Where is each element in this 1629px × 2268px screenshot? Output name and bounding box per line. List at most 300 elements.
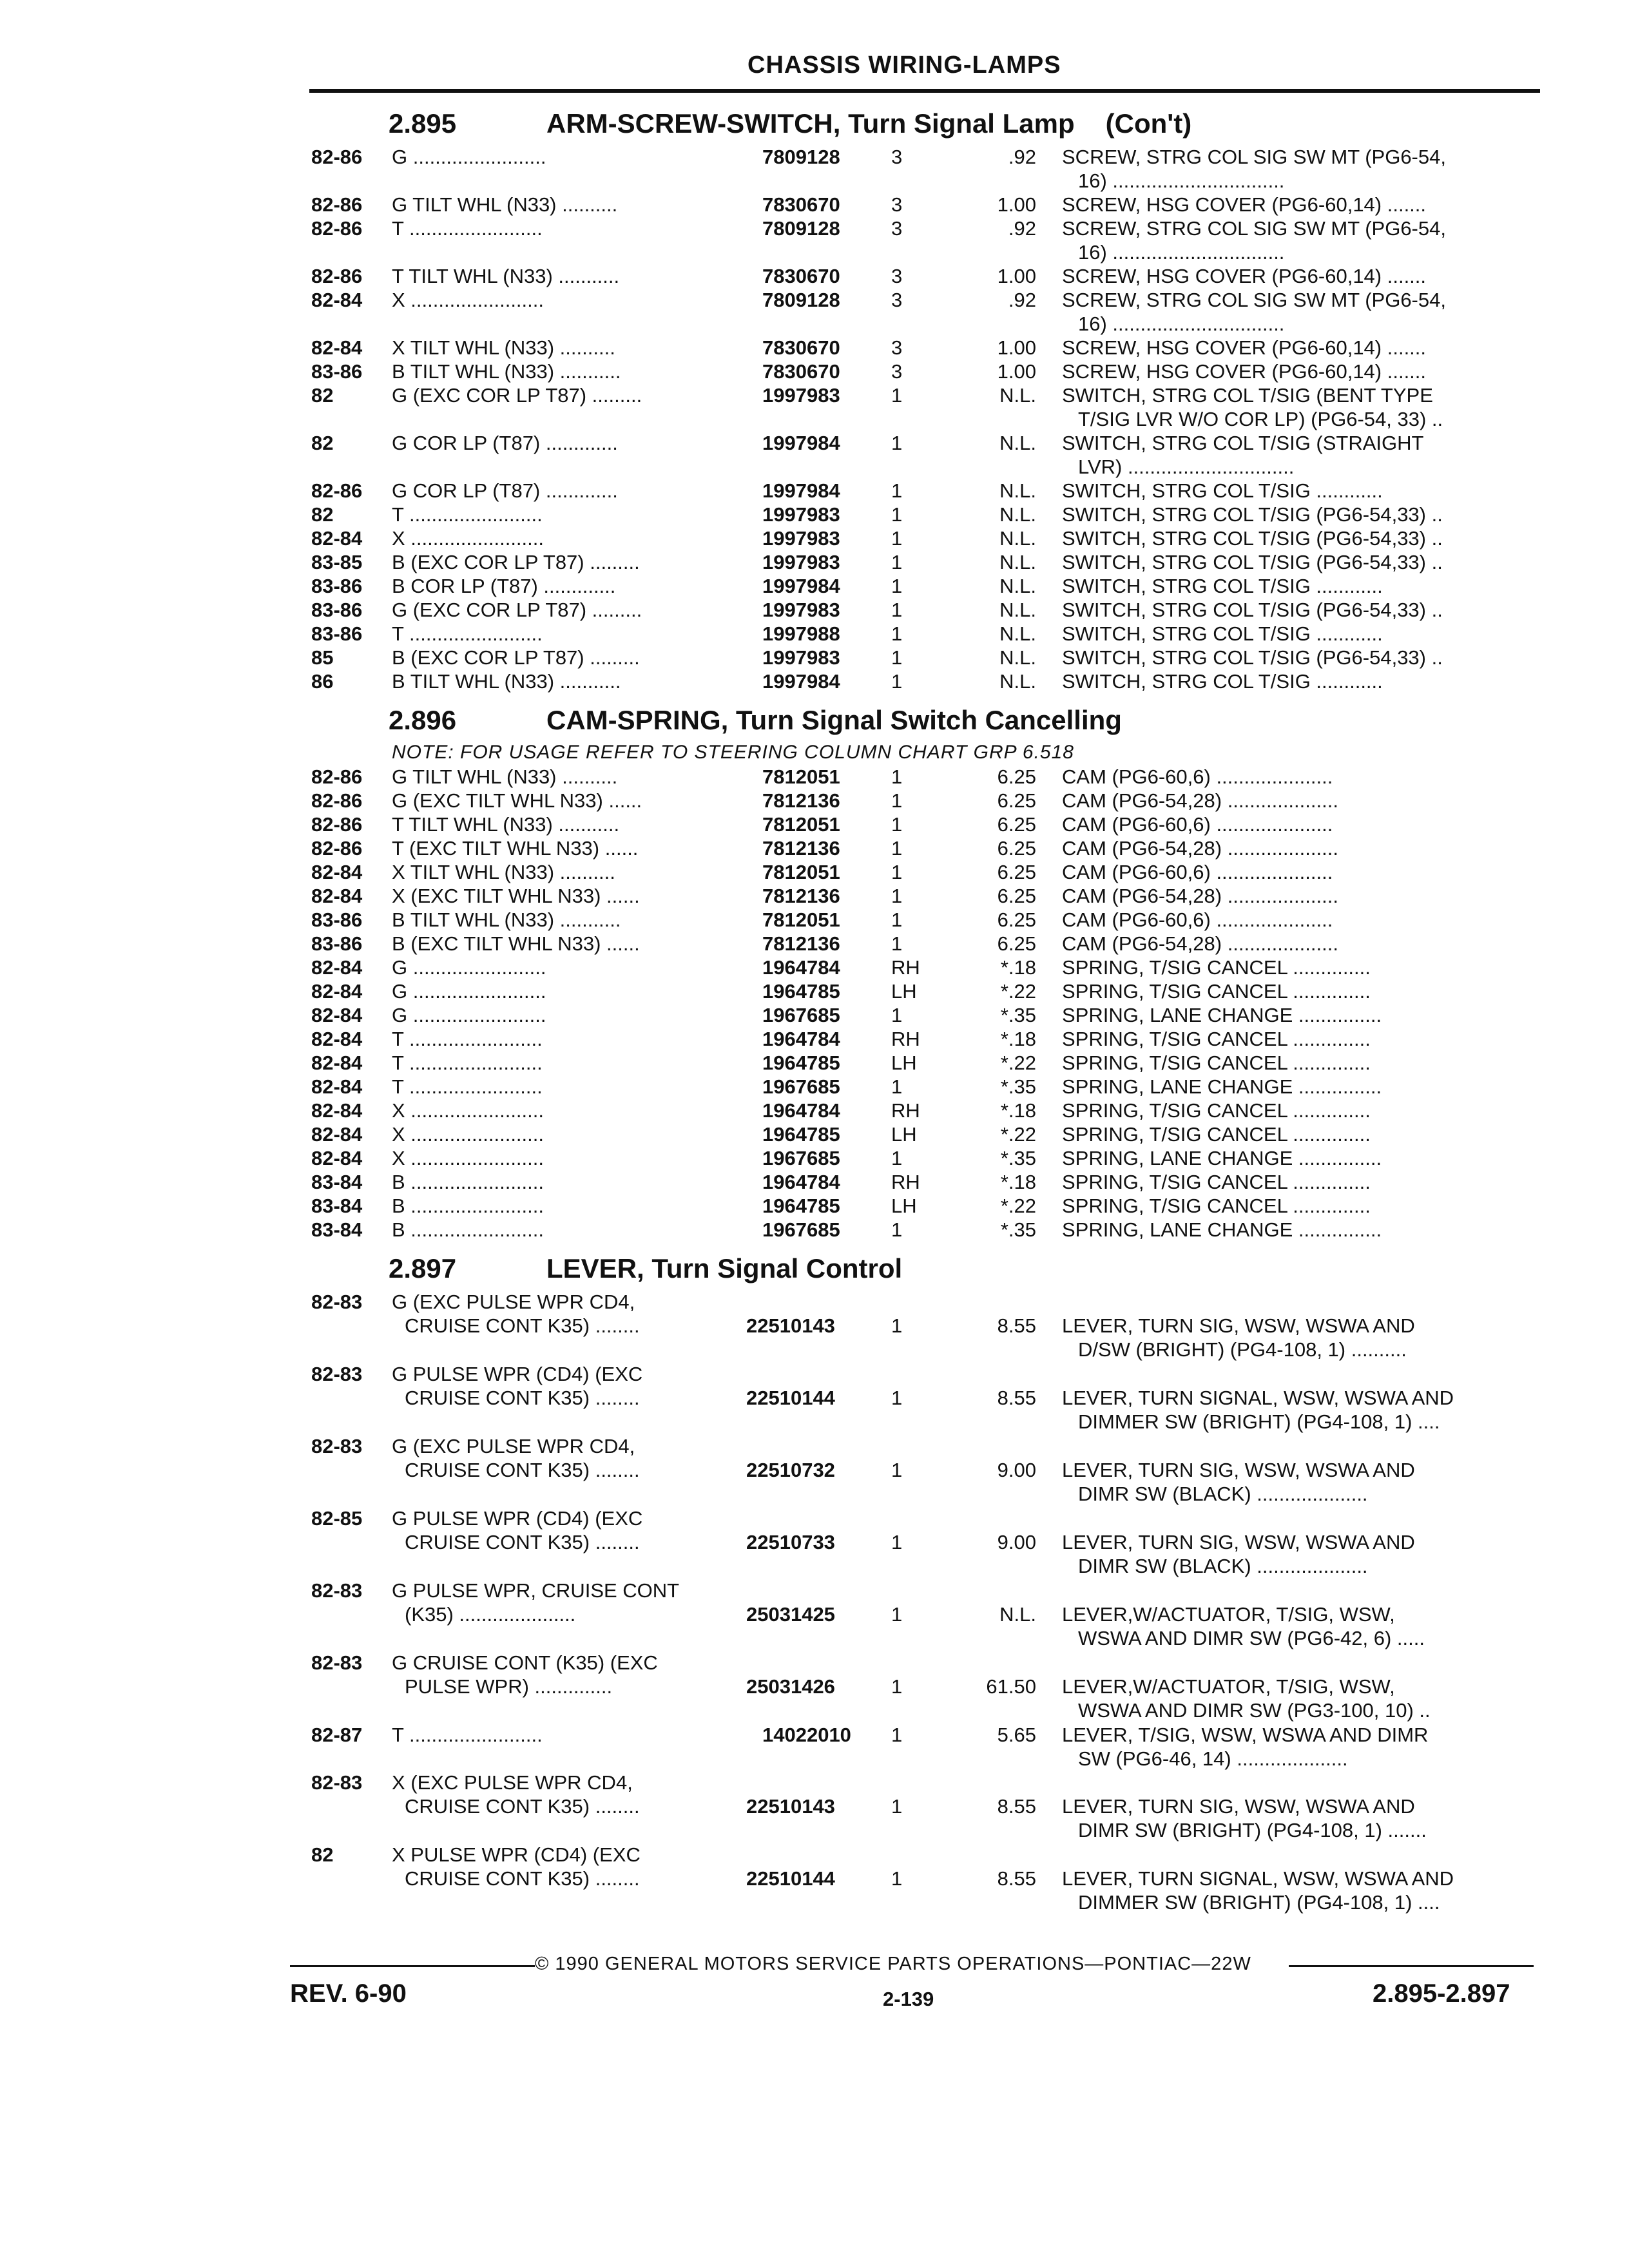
model-year: 82-83	[311, 1771, 363, 1794]
model-application: G TILT WHL (N33) ..........	[392, 765, 618, 788]
part-number: 1997984	[762, 479, 840, 502]
part-row	[308, 646, 1532, 669]
part-number: 1964784	[762, 956, 840, 979]
quantity: 1	[891, 599, 903, 621]
description: SCREW, HSG COVER (PG6-60,14) .......	[1062, 193, 1427, 216]
price: *.22	[1000, 1123, 1036, 1146]
page-title: CHASSIS WIRING-LAMPS	[747, 52, 1061, 79]
quantity: 1	[891, 646, 903, 669]
model-application: X ........................	[392, 527, 544, 550]
model-year: 83-84	[311, 1195, 363, 1217]
description: SCREW, HSG COVER (PG6-60,14) .......	[1062, 265, 1427, 287]
quantity: 1	[891, 932, 903, 955]
description: SWITCH, STRG COL T/SIG (PG6-54,33) ..	[1062, 646, 1443, 669]
part-row	[308, 503, 1532, 526]
model-year: 82-83	[311, 1435, 363, 1457]
part-number: 22510143	[746, 1795, 835, 1818]
model-application: B COR LP (T87) .............	[392, 575, 616, 597]
footer-rule-right	[1289, 1965, 1534, 1967]
description: SWITCH, STRG COL T/SIG (STRAIGHT	[1062, 432, 1424, 454]
model-application: T ........................	[392, 1724, 543, 1746]
part-row	[308, 1362, 1532, 1434]
price: *.22	[1000, 1052, 1036, 1074]
description: CAM (PG6-60,6) .....................	[1062, 813, 1333, 836]
part-number: 1964785	[762, 1052, 840, 1074]
model-year: 83-85	[311, 551, 363, 573]
part-row	[308, 1506, 1532, 1579]
part-number: 1997988	[762, 622, 840, 645]
quantity: 1	[891, 1867, 903, 1890]
model-application: G (EXC TILT WHL N33) ......	[392, 789, 642, 812]
part-number: 7809128	[762, 289, 840, 311]
part-number: 1964784	[762, 1171, 840, 1193]
part-row	[308, 1122, 1532, 1146]
model-application: T ........................	[392, 217, 543, 240]
model-year: 82-83	[311, 1363, 363, 1385]
part-row	[308, 479, 1532, 503]
part-number: 7830670	[762, 336, 840, 359]
quantity: 3	[891, 146, 903, 168]
part-row	[308, 598, 1532, 622]
quantity: RH	[891, 1171, 920, 1193]
description: CAM (PG6-60,6) .....................	[1062, 861, 1333, 883]
part-number: 22510732	[746, 1459, 835, 1481]
quantity: LH	[891, 1052, 917, 1074]
quantity: 1	[891, 1531, 903, 1553]
part-number: 1967685	[762, 1218, 840, 1241]
model-year: 82-86	[311, 217, 363, 240]
model-year: 83-84	[311, 1171, 363, 1193]
model-year: 82	[311, 432, 334, 454]
price: N.L.	[999, 503, 1036, 526]
quantity: 1	[891, 1147, 903, 1169]
price: *.22	[1000, 1195, 1036, 1217]
price: 6.25	[997, 885, 1036, 907]
quantity: 1	[891, 789, 903, 812]
description: CAM (PG6-54,28) ....................	[1062, 789, 1338, 812]
model-application: B ........................	[392, 1171, 544, 1193]
quantity: 1	[891, 1218, 903, 1241]
section-title: LEVER, Turn Signal Control	[546, 1253, 903, 1283]
price: *.22	[1000, 980, 1036, 1003]
section-heading	[308, 97, 1532, 145]
model-application: B TILT WHL (N33) ...........	[392, 908, 621, 931]
model-application: G COR LP (T87) .............	[392, 479, 618, 502]
model-year: 83-86	[311, 599, 363, 621]
part-row	[308, 288, 1532, 336]
description-cont: DIMR SW (BLACK) ....................	[1078, 1555, 1368, 1577]
continued-label: (Con't)	[1105, 108, 1192, 139]
part-row	[308, 431, 1532, 479]
part-number: 22510144	[746, 1867, 835, 1890]
model-year: 82-86	[311, 479, 363, 502]
part-number: 7812051	[762, 813, 840, 836]
model-year: 86	[311, 670, 334, 693]
quantity: 1	[891, 908, 903, 931]
description-cont: T/SIG LVR W/O COR LP) (PG6-54, 33) ..	[1078, 408, 1443, 430]
model-application: B TILT WHL (N33) ...........	[392, 670, 621, 693]
model-year: 82-83	[311, 1291, 363, 1313]
model-year: 83-86	[311, 575, 363, 597]
price: *.18	[1000, 1028, 1036, 1050]
model-application: T ........................	[392, 1075, 543, 1098]
quantity: 3	[891, 360, 903, 383]
model-application: X (EXC PULSE WPR CD4,	[392, 1771, 633, 1794]
description: SWITCH, STRG COL T/SIG (PG6-54,33) ..	[1062, 527, 1443, 550]
part-number: 7812136	[762, 837, 840, 860]
part-row	[308, 1579, 1532, 1651]
model-year: 82-83	[311, 1651, 363, 1674]
usage-note: NOTE: FOR USAGE REFER TO STEERING COLUMN CHART GRP 6.518	[392, 742, 1074, 763]
part-row	[308, 1290, 1532, 1362]
description: LEVER, TURN SIG, WSW, WSWA AND	[1062, 1459, 1415, 1481]
model-application: G (EXC COR LP T87) .........	[392, 599, 642, 621]
description: SWITCH, STRG COL T/SIG ............	[1062, 575, 1383, 597]
part-row	[308, 789, 1532, 812]
description: SWITCH, STRG COL T/SIG ............	[1062, 622, 1383, 645]
section-number: 2.895	[389, 108, 457, 139]
part-row	[308, 145, 1532, 193]
description: SPRING, T/SIG CANCEL ..............	[1062, 1028, 1371, 1050]
model-year: 82-84	[311, 861, 363, 883]
part-row	[308, 526, 1532, 550]
model-year: 83-86	[311, 908, 363, 931]
description: SPRING, T/SIG CANCEL ..............	[1062, 1099, 1371, 1122]
model-application: G CRUISE CONT (K35) (EXC	[392, 1651, 658, 1674]
price: 1.00	[997, 193, 1036, 216]
description-cont: DIMMER SW (BRIGHT) (PG4-108, 1) ....	[1078, 1891, 1440, 1914]
description: CAM (PG6-54,28) ....................	[1062, 885, 1338, 907]
description: SCREW, STRG COL SIG SW MT (PG6-54,	[1062, 289, 1446, 311]
description: LEVER,W/ACTUATOR, T/SIG, WSW,	[1062, 1603, 1395, 1626]
quantity: 1	[891, 1459, 903, 1481]
price: .92	[1008, 217, 1036, 240]
part-row	[308, 1051, 1532, 1075]
catalog-body	[308, 97, 1532, 1915]
price: N.L.	[999, 622, 1036, 645]
model-application-cont: CRUISE CONT K35) ........	[405, 1531, 640, 1553]
part-row	[308, 1651, 1532, 1723]
quantity: 1	[891, 1675, 903, 1698]
part-number: 1997984	[762, 432, 840, 454]
description: LEVER, TURN SIG, WSW, WSWA AND	[1062, 1531, 1415, 1553]
description: CAM (PG6-60,6) .....................	[1062, 908, 1333, 931]
model-application-cont: (K35) .....................	[405, 1603, 576, 1626]
description-cont: D/SW (BRIGHT) (PG4-108, 1) ..........	[1078, 1338, 1407, 1361]
model-application: B (EXC COR LP T87) .........	[392, 551, 640, 573]
model-year: 82-84	[311, 1028, 363, 1050]
price: 6.25	[997, 908, 1036, 931]
model-application-cont: CRUISE CONT K35) ........	[405, 1314, 640, 1337]
model-application: B (EXC COR LP T87) .........	[392, 646, 640, 669]
part-row	[308, 264, 1532, 288]
model-application: G ........................	[392, 146, 546, 168]
description-cont: 16) ...............................	[1078, 241, 1285, 264]
price: N.L.	[999, 479, 1036, 502]
model-year: 82-86	[311, 193, 363, 216]
section-heading	[308, 693, 1532, 742]
model-application: T ........................	[392, 1052, 543, 1074]
part-number: 1964785	[762, 1195, 840, 1217]
part-row	[308, 216, 1532, 264]
quantity: 1	[891, 1387, 903, 1409]
model-application-cont: CRUISE CONT K35) ........	[405, 1867, 640, 1890]
quantity: LH	[891, 980, 917, 1003]
price: N.L.	[999, 432, 1036, 454]
model-application: X PULSE WPR (CD4) (EXC	[392, 1843, 641, 1866]
model-year: 82-86	[311, 765, 363, 788]
part-row	[308, 908, 1532, 932]
model-application-cont: CRUISE CONT K35) ........	[405, 1459, 640, 1481]
quantity: 1	[891, 670, 903, 693]
quantity: 1	[891, 551, 903, 573]
quantity: 3	[891, 193, 903, 216]
price: 6.25	[997, 861, 1036, 883]
model-application: B ........................	[392, 1218, 544, 1241]
model-application: X TILT WHL (N33) ..........	[392, 336, 615, 359]
part-row	[308, 1075, 1532, 1099]
part-number: 1997984	[762, 670, 840, 693]
description: SCREW, HSG COVER (PG6-60,14) .......	[1062, 360, 1427, 383]
part-row	[308, 360, 1532, 383]
part-row	[308, 383, 1532, 431]
price: *.35	[1000, 1075, 1036, 1098]
header-rule	[309, 89, 1540, 93]
description: LEVER, TURN SIGNAL, WSW, WSWA AND	[1062, 1387, 1454, 1409]
model-application: X TILT WHL (N33) ..........	[392, 861, 615, 883]
part-number: 25031426	[746, 1675, 835, 1698]
description: SWITCH, STRG COL T/SIG (PG6-54,33) ..	[1062, 599, 1443, 621]
part-row	[308, 1027, 1532, 1051]
revision-label: REV. 6-90	[290, 1979, 407, 2008]
part-row	[308, 836, 1532, 860]
price: N.L.	[999, 575, 1036, 597]
model-application: T TILT WHL (N33) ...........	[392, 265, 620, 287]
quantity: 1	[891, 837, 903, 860]
part-row	[308, 765, 1532, 789]
model-application: G ........................	[392, 980, 546, 1003]
model-application: G ........................	[392, 956, 546, 979]
model-year: 82-84	[311, 527, 363, 550]
quantity: LH	[891, 1195, 917, 1217]
model-year: 85	[311, 646, 334, 669]
price: *.35	[1000, 1004, 1036, 1026]
part-row	[308, 884, 1532, 908]
part-number: 1964784	[762, 1099, 840, 1122]
model-application-cont: CRUISE CONT K35) ........	[405, 1795, 640, 1818]
part-row	[308, 574, 1532, 598]
quantity: 1	[891, 1724, 903, 1746]
part-row	[308, 1194, 1532, 1218]
part-row	[308, 1003, 1532, 1027]
description-cont: WSWA AND DIMR SW (PG3-100, 10) ..	[1078, 1699, 1431, 1722]
price: 8.55	[997, 1867, 1036, 1890]
price: 1.00	[997, 265, 1036, 287]
description: SWITCH, STRG COL T/SIG ............	[1062, 670, 1383, 693]
description: LEVER, TURN SIG, WSW, WSWA AND	[1062, 1314, 1415, 1337]
model-application: B TILT WHL (N33) ...........	[392, 360, 621, 383]
model-application: G PULSE WPR, CRUISE CONT	[392, 1579, 680, 1602]
part-number: 7830670	[762, 193, 840, 216]
model-year: 82-84	[311, 336, 363, 359]
quantity: 1	[891, 1314, 903, 1337]
description-cont: 16) ...............................	[1078, 169, 1285, 192]
model-application: B (EXC TILT WHL N33) ......	[392, 932, 640, 955]
part-number: 22510143	[746, 1314, 835, 1337]
quantity: RH	[891, 1099, 920, 1122]
description: SCREW, STRG COL SIG SW MT (PG6-54,	[1062, 217, 1446, 240]
part-row	[308, 1723, 1532, 1771]
quantity: 1	[891, 432, 903, 454]
model-year: 83-86	[311, 360, 363, 383]
part-number: 7812136	[762, 885, 840, 907]
price: .92	[1008, 289, 1036, 311]
model-application: T ........................	[392, 622, 543, 645]
description: SPRING, T/SIG CANCEL ..............	[1062, 956, 1371, 979]
model-application: X ........................	[392, 1147, 544, 1169]
model-year: 82-86	[311, 146, 363, 168]
price: *.35	[1000, 1218, 1036, 1241]
part-row	[308, 979, 1532, 1003]
price: 6.25	[997, 813, 1036, 836]
quantity: 1	[891, 575, 903, 597]
section-heading	[308, 1242, 1532, 1290]
quantity: 3	[891, 289, 903, 311]
part-number: 7809128	[762, 146, 840, 168]
model-application: G PULSE WPR (CD4) (EXC	[392, 1507, 643, 1530]
model-application: G TILT WHL (N33) ..........	[392, 193, 618, 216]
model-application: T ........................	[392, 503, 543, 526]
description: LEVER, TURN SIGNAL, WSW, WSWA AND	[1062, 1867, 1454, 1890]
description-cont: WSWA AND DIMR SW (PG6-42, 6) .....	[1078, 1627, 1425, 1649]
model-application: T TILT WHL (N33) ...........	[392, 813, 620, 836]
price: *.18	[1000, 1171, 1036, 1193]
quantity: 1	[891, 1603, 903, 1626]
part-row	[308, 932, 1532, 956]
model-application: X ........................	[392, 1099, 544, 1122]
model-application: G (EXC PULSE WPR CD4,	[392, 1435, 635, 1457]
description: SWITCH, STRG COL T/SIG (PG6-54,33) ..	[1062, 551, 1443, 573]
part-number: 7812136	[762, 789, 840, 812]
model-application: X ........................	[392, 289, 544, 311]
section-title: CAM-SPRING, Turn Signal Switch Cancelling	[546, 705, 1122, 735]
part-number: 1964784	[762, 1028, 840, 1050]
model-application-cont: CRUISE CONT K35) ........	[405, 1387, 640, 1409]
price: *.18	[1000, 1099, 1036, 1122]
part-number: 1997983	[762, 384, 840, 407]
model-application: X ........................	[392, 1123, 544, 1146]
model-year: 83-86	[311, 932, 363, 955]
price: 6.25	[997, 932, 1036, 955]
model-year: 82-84	[311, 1075, 363, 1098]
model-application: T ........................	[392, 1028, 543, 1050]
price: 9.00	[997, 1531, 1036, 1553]
description: SWITCH, STRG COL T/SIG ............	[1062, 479, 1383, 502]
part-number: 7812051	[762, 908, 840, 931]
description: SPRING, T/SIG CANCEL ..............	[1062, 980, 1371, 1003]
quantity: 1	[891, 527, 903, 550]
quantity: 1	[891, 1075, 903, 1098]
price: N.L.	[999, 670, 1036, 693]
description: SPRING, T/SIG CANCEL ..............	[1062, 1171, 1371, 1193]
model-application: G COR LP (T87) .............	[392, 432, 618, 454]
model-year: 82-84	[311, 1099, 363, 1122]
price: 1.00	[997, 360, 1036, 383]
part-number: 7830670	[762, 265, 840, 287]
model-year: 83-86	[311, 622, 363, 645]
description-cont: LVR) ..............................	[1078, 456, 1295, 478]
quantity: 1	[891, 622, 903, 645]
description: LEVER, T/SIG, WSW, WSWA AND DIMR	[1062, 1724, 1429, 1746]
part-number: 22510144	[746, 1387, 835, 1409]
description: SPRING, T/SIG CANCEL ..............	[1062, 1052, 1371, 1074]
section-title: ARM-SCREW-SWITCH, Turn Signal Lamp (Con't)	[546, 108, 1192, 139]
quantity: 3	[891, 265, 903, 287]
model-application: T (EXC TILT WHL N33) ......	[392, 837, 639, 860]
model-year: 82-84	[311, 1147, 363, 1169]
model-year: 82-86	[311, 265, 363, 287]
part-row	[308, 622, 1532, 646]
description: CAM (PG6-54,28) ....................	[1062, 837, 1338, 860]
price: 9.00	[997, 1459, 1036, 1481]
description: SPRING, LANE CHANGE ...............	[1062, 1075, 1382, 1098]
description: SPRING, LANE CHANGE ...............	[1062, 1147, 1382, 1169]
part-row	[308, 193, 1532, 216]
part-row	[308, 812, 1532, 836]
part-row	[308, 550, 1532, 574]
price: N.L.	[999, 646, 1036, 669]
part-number: 7812051	[762, 861, 840, 883]
price: N.L.	[999, 599, 1036, 621]
model-application: G (EXC COR LP T87) .........	[392, 384, 642, 407]
model-application: G (EXC PULSE WPR CD4,	[392, 1291, 635, 1313]
description: LEVER, TURN SIG, WSW, WSWA AND	[1062, 1795, 1415, 1818]
part-number: 1997983	[762, 527, 840, 550]
model-year: 82-87	[311, 1724, 363, 1746]
quantity: 1	[891, 384, 903, 407]
part-number: 1967685	[762, 1147, 840, 1169]
model-year: 82-86	[311, 837, 363, 860]
description: SCREW, HSG COVER (PG6-60,14) .......	[1062, 336, 1427, 359]
model-application-cont: PULSE WPR) ..............	[405, 1675, 613, 1698]
model-year: 82-84	[311, 1004, 363, 1026]
description-cont: SW (PG6-46, 14) ....................	[1078, 1747, 1348, 1770]
part-row	[308, 1434, 1532, 1506]
part-number: 22510733	[746, 1531, 835, 1553]
description-cont: DIMMER SW (BRIGHT) (PG4-108, 1) ....	[1078, 1410, 1440, 1433]
part-number: 14022010	[762, 1724, 851, 1746]
model-year: 82-84	[311, 1123, 363, 1146]
footer-rule-left	[290, 1965, 535, 1967]
model-year: 82-83	[311, 1579, 363, 1602]
footer-copyright: © 1990 GENERAL MOTORS SERVICE PARTS OPERATIONS—PONTIAC—22W	[535, 1954, 1251, 1974]
page-number: 2-139	[883, 1988, 934, 2010]
price: 8.55	[997, 1795, 1036, 1818]
price: N.L.	[999, 384, 1036, 407]
price: N.L.	[999, 1603, 1036, 1626]
model-application: B ........................	[392, 1195, 544, 1217]
price: 1.00	[997, 336, 1036, 359]
price: 6.25	[997, 765, 1036, 788]
quantity: RH	[891, 956, 920, 979]
model-year: 82-84	[311, 1052, 363, 1074]
quantity: 1	[891, 813, 903, 836]
quantity: 1	[891, 479, 903, 502]
description: SCREW, STRG COL SIG SW MT (PG6-54,	[1062, 146, 1446, 168]
part-row	[308, 336, 1532, 360]
price: 8.55	[997, 1314, 1036, 1337]
description: CAM (PG6-54,28) ....................	[1062, 932, 1338, 955]
